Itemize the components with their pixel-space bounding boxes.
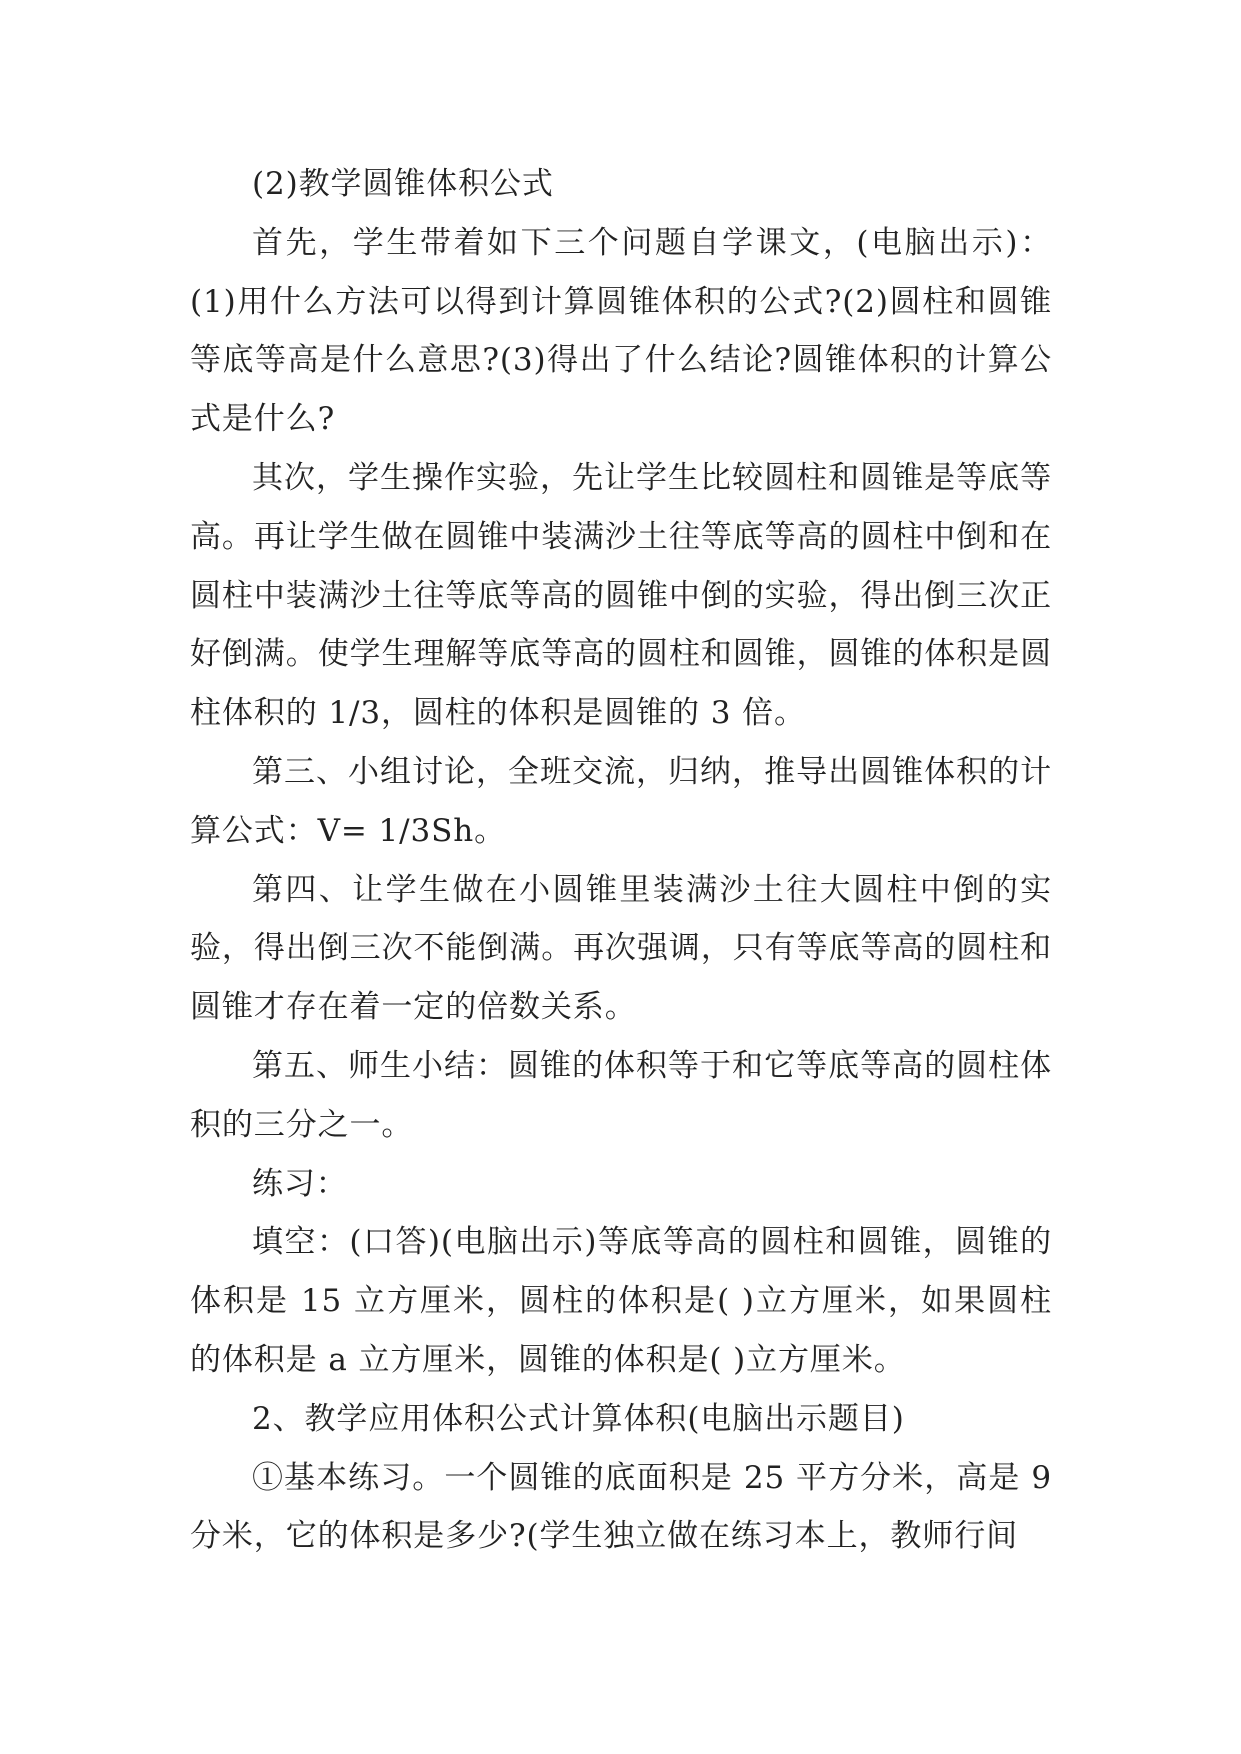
- paragraph-section-heading: (2)教学圆锥体积公式: [252, 166, 554, 202]
- paragraph-fill-in-blank: 填空：(口答)(电脑出示)等底等高的圆柱和圆锥，圆锥的体积是 15 立方厘米，圆柱的体积是( )立方厘米，如果圆柱的体积是 a 立方厘米，圆锥的体积是( )立方厘米。: [190, 1224, 1052, 1378]
- paragraph-summary: 第五、师生小结：圆锥的体积等于和它等底等高的圆柱体积的三分之一。: [190, 1047, 1052, 1143]
- paragraph-application-heading: 2、教学应用体积公式计算体积(电脑出示题目): [252, 1400, 905, 1437]
- paragraph-group-discussion: 第三、小组讨论，全班交流，归纳，推导出圆锥体积的计算公式：V= 1/3Sh。: [190, 753, 1052, 849]
- paragraph-self-study-questions: 首先，学生带着如下三个问题自学课文，(电脑出示)：(1)用什么方法可以得到计算圆锥体积的公式?(2)圆柱和圆锥等底等高是什么意思?(3)得出了什么结论?圆锥体积的计算公式是什么?: [190, 224, 1052, 438]
- paragraph-second-experiment: 第四、让学生做在小圆锥里装满沙土往大圆柱中倒的实验，得出倒三次不能倒满。再次强调，只有等底等高的圆柱和圆锥才存在着一定的倍数关系。: [190, 871, 1052, 1026]
- paragraph-exercise-label: 练习：: [252, 1165, 348, 1202]
- document-body: [190, 155, 1052, 1566]
- paragraph-experiment: 其次，学生操作实验，先让学生比较圆柱和圆锥是等底等高。再让学生做在圆锥中装满沙土往等底等高的圆柱中倒和在圆柱中装满沙土往等底等高的圆锥中倒的实验，得出倒三次正好倒满。使学生理解等底等高的圆柱和圆锥，圆锥的体积是圆柱体积的 1/3，圆柱的体积是圆锥的 3 倍。: [190, 459, 1052, 732]
- paragraph-basic-exercise: ①基本练习。一个圆锥的底面积是 25 平方分米，高是 9 分米，它的体积是多少?(学生独立做在练习本上，教师行间: [190, 1459, 1052, 1555]
